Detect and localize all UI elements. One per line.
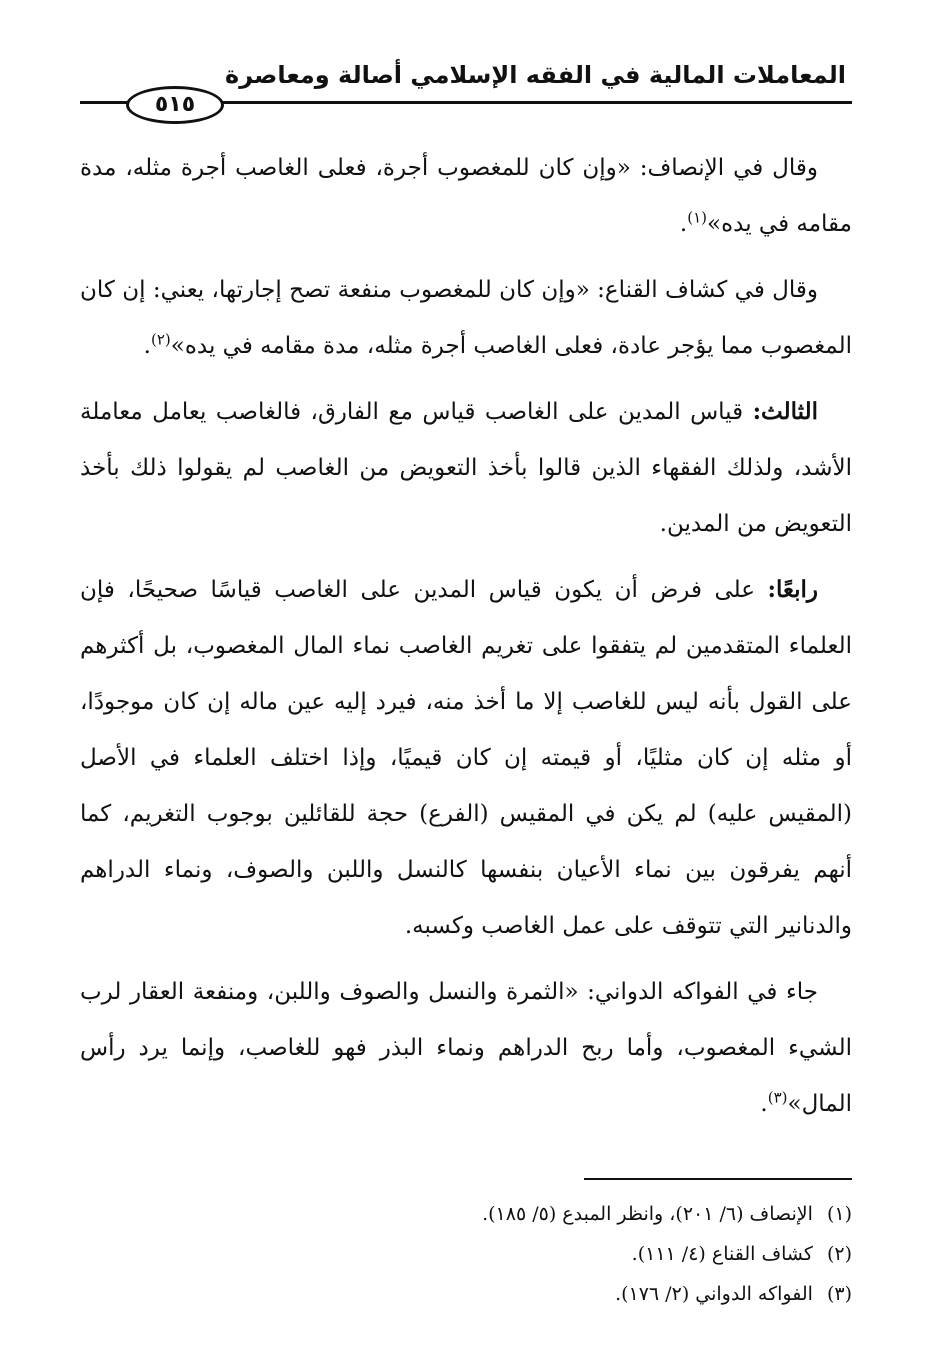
footnote-ref-3: (٣) (767, 1088, 788, 1107)
body-text (80, 140, 852, 1142)
paragraph-fourth (80, 562, 852, 954)
footnote-item (252, 1234, 852, 1274)
footnote-rule (584, 1178, 852, 1180)
footnote-item (252, 1274, 852, 1314)
page-number: ٥١٥ (126, 86, 224, 124)
paragraph-text: جاء في الفواكه الدواني: «الثمرة والنسل والصوف واللبن، ومنفعة العقار لرب الشيء المغصوب، وأما ربح الدراهم ونماء البذر فهو للغاصب، وإنما يرد رأس المال» (80, 979, 852, 1117)
paragraph-tail: . (760, 1091, 768, 1117)
paragraph-third (80, 384, 852, 552)
footnotes (252, 1194, 852, 1314)
footnote-item (252, 1194, 852, 1234)
paragraph-text: وقال في الإنصاف: «وإن كان للمغصوب أجرة، فعلى الغاصب أجرة مثله، مدة مقامه في يده» (80, 155, 852, 237)
paragraph-tail: . (143, 333, 151, 359)
paragraph-text: وقال في كشاف القناع: «وإن كان للمغصوب منفعة تصح إجارتها، يعني: إن كان المغصوب مما يؤجر عادة، فعلى الغاصب أجرة مثله، مدة مقامه في يده» (80, 277, 852, 359)
footnote-number: (٣) (826, 1283, 852, 1305)
paragraph-fawakih (80, 964, 852, 1132)
paragraph-tail: . (679, 211, 688, 237)
paragraph-lead: الثالث: (752, 398, 818, 425)
footnote-number: (٢) (826, 1243, 852, 1265)
paragraph-text: على فرض أن يكون قياس المدين على الغاصب قياسًا صحيحًا، فإن العلماء المتقدمين لم يتفقوا على تغريم الغاصب نماء المال المغصوب، بل أكثرهم على القول بأنه ليس للغاصب إلا ما أخذ منه، فيرد إليه عين ماله إن كان موجودًا، أو مثله إن كان مثليًا، أو قيمته إن كان قيميًا، وإذا اختلف العلماء في الأصل (المقيس عليه) لم يكن في المقيس (الفرع) حجة للقائلين بوجوب التغريم، كما أنهم يفرقون بين نماء الأعيان بنفسها كالنسل واللبن والصوف، ونماء الدراهم والدنانير التي تتوقف على عمل الغاصب وكسبه. (80, 577, 852, 939)
footnote-text: الإنصاف (٦/ ٢٠١)، وانظر المبدع (٥/ ١٨٥). (482, 1203, 813, 1225)
footnote-text: كشاف القناع (٤/ ١١١). (631, 1243, 813, 1265)
footnote-ref-1: (١) (687, 208, 707, 227)
paragraph-text: قياس المدين على الغاصب قياس مع الفارق، فالغاصب يعامل معاملة الأشد، ولذلك الفقهاء الذين قالوا بأخذ التعويض من الغاصب لم يقولوا ذلك بأخذ التعويض من المدين. (80, 399, 852, 537)
paragraph-lead: رابعًا: (767, 576, 818, 603)
footnote-ref-2: (٢) (150, 330, 171, 349)
footnote-number: (١) (826, 1203, 852, 1225)
running-title: المعاملات المالية في الفقه الإسلامي أصالة ومعاصرة (225, 61, 846, 89)
footnote-text: الفواكه الدواني (٢/ ١٧٦). (615, 1283, 813, 1305)
paragraph-kashshaf (80, 262, 852, 374)
paragraph-insaf (80, 140, 852, 252)
